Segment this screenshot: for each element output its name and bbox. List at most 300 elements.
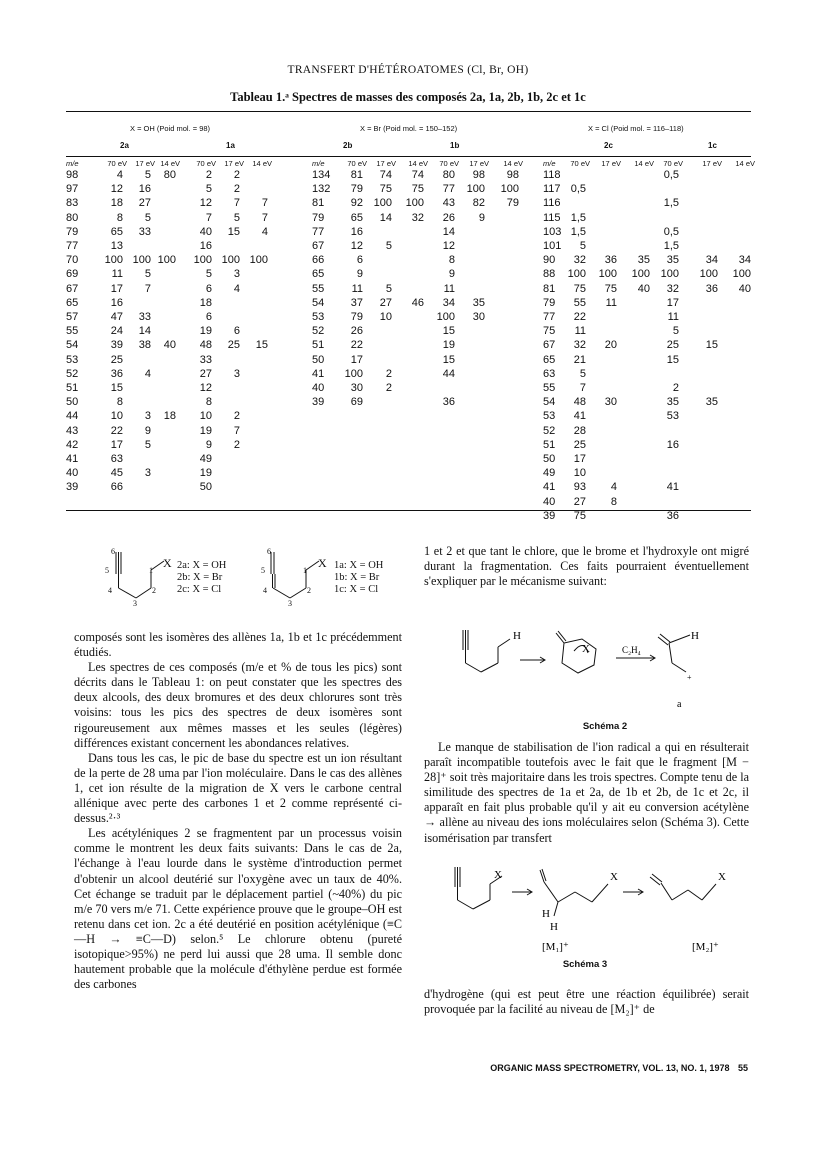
schema3-label-x1: X [494, 869, 502, 881]
column-header: 17 eV [702, 159, 722, 168]
intensity-value: 32 [666, 282, 679, 295]
mass-value: 53 [312, 311, 325, 323]
mass-value: 42 [66, 438, 79, 451]
column-header: 14 eV [252, 159, 272, 168]
intensity-value: 100 [500, 183, 519, 196]
intensity-value: 2 [233, 410, 240, 423]
right-column-bottom [424, 987, 749, 1017]
atom-number: 1 [149, 566, 153, 575]
intensity-value: 4 [610, 481, 617, 494]
intensity-value: 44 [442, 367, 455, 380]
mass-value: 53 [66, 353, 79, 366]
x-label-left: X [163, 556, 172, 570]
paragraph: d'hydrogène (qui est peut être une réaction équilibrée) serait provoquée par la facilité au niveau de [M₂]⁺ de [424, 987, 749, 1017]
intensity-value: 79 [350, 311, 363, 323]
intensity-value: 6 [205, 311, 212, 323]
structure-1-allene [271, 552, 319, 598]
intensity-value: 100 [373, 197, 392, 210]
intensity-value: 35 [705, 396, 718, 409]
intensity-value: 15 [442, 325, 455, 338]
column-header: 17 eV [376, 159, 396, 168]
intensity-value: 93 [573, 481, 586, 494]
intensity-value: 75 [573, 509, 586, 522]
intensity-value: 63 [110, 453, 123, 465]
mass-value: 39 [543, 509, 556, 522]
intensity-value: 74 [411, 169, 424, 181]
intensity-value: 5 [385, 282, 392, 295]
intensity-value: 43 [442, 197, 455, 210]
mass-value: 51 [543, 438, 556, 451]
intensity-value: 11 [605, 296, 617, 309]
intensity-value: 46 [411, 296, 424, 309]
intensity-value: 7 [144, 282, 151, 295]
intensity-value: 5 [144, 169, 151, 181]
intensity-value: 65 [350, 211, 363, 224]
schema3-label-x3: X [718, 871, 726, 883]
schema2-label-h2: H [691, 630, 699, 642]
mass-value: 40 [543, 495, 556, 508]
intensity-value: 48 [199, 339, 212, 352]
intensity-value: 4 [233, 282, 240, 295]
intensity-value: 3 [144, 410, 151, 423]
mass-value: 44 [66, 410, 79, 423]
mass-value: 41 [66, 453, 79, 465]
mass-value: 50 [66, 396, 79, 409]
label-2b: 2b: X = Br [177, 572, 223, 583]
intensity-value: 45 [110, 467, 123, 480]
mass-value: 39 [66, 481, 79, 494]
schema-3-figure [450, 862, 750, 954]
intensity-value: 75 [573, 282, 586, 295]
intensity-value: 12 [442, 240, 455, 252]
intensity-value: 92 [350, 197, 363, 210]
mass-value: 55 [312, 282, 325, 295]
mass-value: 97 [66, 183, 79, 196]
intensity-value: 98 [506, 169, 519, 181]
intensity-value: 22 [350, 339, 363, 352]
intensity-value: 1,5 [570, 225, 586, 238]
intensity-value: 16 [199, 240, 212, 252]
intensity-value: 49 [199, 453, 212, 465]
atom-number: 4 [108, 586, 112, 595]
intensity-value: 77 [442, 183, 455, 196]
intensity-value: 79 [506, 197, 519, 210]
intensity-value: 27 [138, 197, 151, 210]
mass-value: 98 [66, 169, 79, 181]
page-footer [0, 1063, 748, 1073]
mass-value: 55 [543, 382, 556, 394]
mass-value: 115 [543, 211, 561, 224]
intensity-value: 9 [356, 268, 363, 281]
intensity-value: 15 [442, 353, 455, 366]
mass-value: 79 [543, 296, 556, 309]
label-2c: 2c: X = Cl [177, 584, 222, 595]
intensity-value: 14 [138, 325, 151, 338]
intensity-value: 10 [379, 311, 392, 323]
intensity-value: 17 [573, 453, 586, 465]
schema3-label-h2: H [550, 921, 558, 933]
mass-value: 54 [543, 396, 556, 409]
intensity-value: 5 [144, 438, 151, 451]
label-1c: 1c: X = Cl [334, 584, 379, 595]
mass-value: 57 [66, 311, 79, 323]
mass-value: 40 [66, 467, 79, 480]
group-title: X = Cl (Poid mol. = 116–118) [588, 124, 684, 133]
group-title: X = OH (Poid mol. = 98) [130, 124, 211, 133]
mass-value: 55 [66, 325, 79, 338]
intensity-value: 36 [442, 396, 455, 409]
intensity-value: 5 [144, 268, 151, 281]
intensity-value: 2 [233, 183, 240, 196]
mass-value: 52 [312, 325, 325, 338]
mass-value: 66 [312, 254, 325, 267]
intensity-value: 16 [138, 183, 151, 196]
intensity-value: 33 [199, 353, 212, 366]
mass-value: 117 [543, 183, 561, 196]
intensity-value: 17 [666, 296, 679, 309]
intensity-value: 0,5 [663, 225, 679, 238]
column-header: 70 eV [196, 159, 216, 168]
atom-number: 6 [267, 547, 271, 556]
intensity-value: 100 [193, 254, 212, 267]
intensity-value: 100 [631, 268, 650, 281]
intensity-value: 1,5 [570, 211, 586, 224]
intensity-value: 36 [666, 509, 679, 522]
intensity-value: 20 [604, 339, 617, 352]
table-caption: Tableau 1.ᵃ Spectres de masses des composés 2a, 1a, 2b, 1b, 2c et 1c [230, 90, 586, 104]
intensity-value: 8 [116, 396, 123, 409]
mass-value: 79 [66, 225, 79, 238]
column-header: 14 eV [408, 159, 428, 168]
intensity-value: 98 [472, 169, 485, 181]
atom-number: 3 [288, 599, 292, 608]
intensity-value: 27 [379, 296, 392, 309]
intensity-value: 8 [448, 254, 455, 267]
mass-value: 81 [312, 197, 325, 210]
intensity-value: 36 [705, 282, 718, 295]
intensity-value: 15 [255, 339, 268, 352]
intensity-value: 5 [233, 211, 240, 224]
intensity-value: 50 [199, 481, 212, 494]
intensity-value: 100 [699, 268, 718, 281]
mass-value: 40 [312, 382, 325, 394]
compound-label: 1a [226, 141, 235, 150]
schema-2-figure [450, 625, 750, 717]
intensity-value: 15 [227, 225, 240, 238]
intensity-value: 15 [666, 353, 679, 366]
mass-value: 77 [312, 225, 325, 238]
group-title: X = Br (Poid mol. = 150–152) [360, 124, 458, 133]
intensity-value: 34 [442, 296, 455, 309]
right-column-mid [424, 740, 749, 846]
intensity-value: 9 [144, 424, 151, 437]
intensity-value: 9 [205, 438, 212, 451]
mass-value: 50 [543, 453, 556, 465]
column-header: 14 eV [503, 159, 523, 168]
atom-number: 5 [105, 566, 109, 575]
intensity-value: 35 [472, 296, 485, 309]
schema2-label-c2h4: C₂H₄ [622, 645, 641, 655]
paragraph: composés sont les isomères des allènes 1a, 1b et 1c précédemment étudiés. [74, 630, 402, 660]
mass-value: 80 [66, 211, 79, 224]
atom-number: 2 [307, 586, 311, 595]
intensity-value: 1,5 [663, 197, 679, 210]
intensity-value: 19 [199, 467, 212, 480]
intensity-value: 15 [705, 339, 718, 352]
intensity-value: 36 [110, 367, 123, 380]
intensity-value: 37 [350, 296, 363, 309]
intensity-value: 2 [385, 382, 392, 394]
intensity-value: 35 [637, 254, 650, 267]
running-head: TRANSFERT D'HÉTÉROATOMES (Cl, Br, OH) [287, 64, 529, 76]
intensity-value: 75 [411, 183, 424, 196]
schema3-label-h1: H [542, 908, 550, 920]
intensity-value: 7 [233, 197, 240, 210]
mass-value: 79 [312, 211, 325, 224]
column-header: 17 eV [224, 159, 244, 168]
mass-value: 54 [66, 339, 79, 352]
intensity-value: 6 [356, 254, 363, 267]
column-header: 70 eV [439, 159, 459, 168]
intensity-value: 53 [666, 410, 679, 423]
column-header: 14 eV [160, 159, 180, 168]
intensity-value: 11 [351, 282, 363, 295]
column-header: 17 eV [469, 159, 489, 168]
intensity-value: 4 [261, 225, 268, 238]
schema2-label-h1: H [513, 630, 521, 642]
left-column [74, 630, 402, 992]
compound-label: 1c [708, 141, 717, 150]
label-2a: 2a: X = OH [177, 560, 227, 571]
intensity-value: 7 [205, 211, 212, 224]
intensity-value: 80 [442, 169, 455, 181]
intensity-value: 34 [738, 254, 751, 267]
intensity-value: 81 [350, 169, 363, 181]
intensity-value: 10 [573, 467, 586, 480]
column-header: m/e [543, 159, 556, 168]
mass-value: 52 [66, 367, 79, 380]
mass-value: 134 [312, 169, 331, 181]
intensity-value: 8 [116, 211, 123, 224]
mass-value: 39 [312, 396, 325, 409]
intensity-value: 40 [637, 282, 650, 295]
compound-label: 2c [604, 141, 613, 150]
intensity-value: 16 [666, 438, 679, 451]
page-number: 55 [737, 1063, 748, 1073]
intensity-value: 15 [110, 382, 123, 394]
intensity-value: 14 [442, 225, 455, 238]
mass-value: 54 [312, 296, 325, 309]
mass-value: 81 [543, 282, 556, 295]
mass-value: 88 [543, 268, 556, 281]
intensity-value: 48 [573, 396, 586, 409]
mass-value: 77 [543, 311, 556, 323]
intensity-value: 82 [472, 197, 485, 210]
mass-value: 49 [543, 467, 556, 480]
mass-value: 51 [66, 382, 79, 394]
intensity-value: 30 [604, 396, 617, 409]
column-header: 70 eV [107, 159, 127, 168]
compound-label: 2a [120, 141, 129, 150]
intensity-value: 16 [350, 225, 363, 238]
column-header: 17 eV [601, 159, 621, 168]
intensity-value: 30 [472, 311, 485, 323]
intensity-value: 26 [442, 211, 455, 224]
intensity-value: 12 [199, 382, 212, 394]
paragraph: 1 et 2 et que tant le chlore, que le brome et l'hydroxyle ont migré durant la fragmentation. Ces faits pourraient éventuellement s'expliquer par le mécanisme suivant: [424, 544, 749, 589]
label-1b: 1b: X = Br [334, 572, 380, 583]
mass-value: 103 [543, 225, 562, 238]
intensity-value: 69 [350, 396, 363, 409]
mass-value: 52 [543, 424, 556, 437]
mass-value: 67 [312, 240, 325, 252]
column-header: 14 eV [634, 159, 654, 168]
intensity-value: 19 [442, 339, 455, 352]
intensity-value: 9 [478, 211, 485, 224]
schema-3-caption: Schéma 3 [562, 959, 608, 970]
intensity-value: 100 [567, 268, 586, 281]
intensity-value: 33 [138, 311, 151, 323]
mass-value: 65 [312, 268, 325, 281]
intensity-value: 17 [110, 438, 123, 451]
mass-value: 43 [66, 424, 79, 437]
intensity-value: 11 [111, 268, 123, 281]
intensity-value: 66 [110, 481, 123, 494]
schema3-label-m2: [M₂]⁺ [692, 941, 719, 953]
mass-value: 67 [66, 282, 79, 295]
structure-2-acetylenic [116, 552, 164, 598]
intensity-value: 55 [573, 296, 586, 309]
intensity-value: 18 [163, 410, 176, 423]
intensity-value: 22 [573, 311, 586, 323]
intensity-value: 25 [666, 339, 679, 352]
intensity-value: 13 [110, 240, 123, 252]
intensity-value: 100 [249, 254, 268, 267]
atom-number: 2 [152, 586, 156, 595]
right-column-top [424, 544, 749, 589]
intensity-value: 3 [144, 467, 151, 480]
x-label-right: X [318, 556, 327, 570]
mass-value: 67 [543, 339, 556, 352]
schema3-label-x2: X [610, 871, 618, 883]
intensity-value: 7 [233, 424, 240, 437]
intensity-value: 25 [110, 353, 123, 366]
intensity-value: 27 [199, 367, 212, 380]
schema3-label-m1: [M₁]⁺ [542, 941, 569, 953]
table-top-rule [66, 111, 751, 112]
intensity-value: 2 [385, 367, 392, 380]
labels-2 [177, 560, 226, 596]
intensity-value: 12 [199, 197, 212, 210]
intensity-value: 5 [579, 240, 586, 252]
column-header: 70 eV [347, 159, 367, 168]
atom-number: 3 [133, 599, 137, 608]
intensity-value: 1,5 [663, 240, 679, 252]
mass-value: 75 [543, 325, 556, 338]
mass-value: 65 [66, 296, 79, 309]
mass-value: 41 [543, 481, 556, 494]
intensity-value: 100 [104, 254, 123, 267]
intensity-value: 18 [110, 197, 123, 210]
intensity-value: 75 [604, 282, 617, 295]
intensity-value: 10 [110, 410, 123, 423]
intensity-value: 4 [144, 367, 151, 380]
intensity-value: 41 [666, 481, 679, 494]
intensity-value: 22 [110, 424, 123, 437]
intensity-value: 38 [138, 339, 151, 352]
intensity-value: 8 [205, 396, 212, 409]
mass-value: 51 [312, 339, 325, 352]
intensity-value: 34 [705, 254, 718, 267]
intensity-value: 5 [205, 183, 212, 196]
atom-number: 5 [261, 566, 265, 575]
intensity-value: 3 [233, 367, 240, 380]
mass-value: 83 [66, 197, 79, 210]
intensity-value: 11 [443, 282, 455, 295]
intensity-value: 5 [205, 268, 212, 281]
intensity-value: 19 [199, 424, 212, 437]
intensity-value: 26 [350, 325, 363, 338]
intensity-value: 16 [110, 296, 123, 309]
intensity-value: 80 [163, 169, 176, 181]
schema-2-caption: Schéma 2 [582, 721, 628, 732]
intensity-value: 100 [132, 254, 151, 267]
paragraph: Les spectres de ces composés (m/e et % de tous les pics) sont décrits dans le Tableau 1: on peut constater que les spectres des deux alcools, des deux bromures et des deux chlorures sont très voisins: tous les pics des spectres de deux isomères sont rigoureusement aux mêmes masses et les seules (légères) différences existant concernent les abondances relatives. [74, 660, 402, 750]
intensity-value: 3 [233, 268, 240, 281]
label-1a: 1a: X = OH [334, 560, 384, 571]
mass-value: 101 [543, 240, 562, 252]
mass-value: 50 [312, 353, 325, 366]
intensity-value: 100 [436, 311, 455, 323]
labels-1 [334, 560, 383, 596]
schema2-label-plus: + [687, 673, 692, 682]
intensity-value: 40 [738, 282, 751, 295]
mass-value: 41 [312, 367, 325, 380]
column-header: 17 eV [135, 159, 155, 168]
intensity-value: 2 [672, 382, 679, 394]
column-header: m/e [312, 159, 325, 168]
intensity-value: 41 [573, 410, 586, 423]
atom-number: 1 [303, 566, 307, 575]
intensity-value: 21 [573, 353, 586, 366]
atom-number: 4 [263, 586, 267, 595]
column-header: 14 eV [735, 159, 755, 168]
intensity-value: 100 [221, 254, 240, 267]
intensity-value: 40 [163, 339, 176, 352]
intensity-value: 18 [199, 296, 212, 309]
column-header: m/e [66, 159, 79, 168]
intensity-value: 12 [350, 240, 363, 252]
intensity-value: 36 [604, 254, 617, 267]
intensity-value: 5 [144, 211, 151, 224]
intensity-value: 5 [385, 240, 392, 252]
compound-label: 1b [450, 141, 460, 150]
intensity-value: 17 [110, 282, 123, 295]
intensity-value: 100 [405, 197, 424, 210]
intensity-value: 32 [411, 211, 424, 224]
intensity-value: 6 [205, 282, 212, 295]
intensity-value: 100 [732, 268, 751, 281]
intensity-value: 5 [579, 367, 586, 380]
intensity-value: 11 [574, 325, 586, 338]
intensity-value: 12 [110, 183, 123, 196]
intensity-value: 6 [233, 325, 240, 338]
intensity-value: 4 [116, 169, 123, 181]
paragraph: Les acétyléniques 2 se fragmentent par un processus voisin comme le montrent les deux faits suivants: Dans le cas de 2a, l'échange à l'eau lourde dans le système d'introduction permet d'obtenir un alcool deutérié sur l'oxygène avec un taux de 40%. Cet échange se traduit par le déplacement partiel (~40%) du pic m/e 70 vers m/e 71. Cette expérience prouve que le groupe–OH est retenu dans cet ion. 2c a été deutérié en position acétylénique (≡C—H → ≡C—D) selon.⁵ Le chlorure obtenu (pureté isotopique>95%) ne perd lui aussi que 28 uma. Il semble donc hautement probable que la molécule d'éthylène perdue est formée des carbones [74, 826, 402, 992]
intensity-value: 9 [448, 268, 455, 281]
schema2-label-x: X [582, 643, 590, 655]
intensity-value: 100 [660, 268, 679, 281]
